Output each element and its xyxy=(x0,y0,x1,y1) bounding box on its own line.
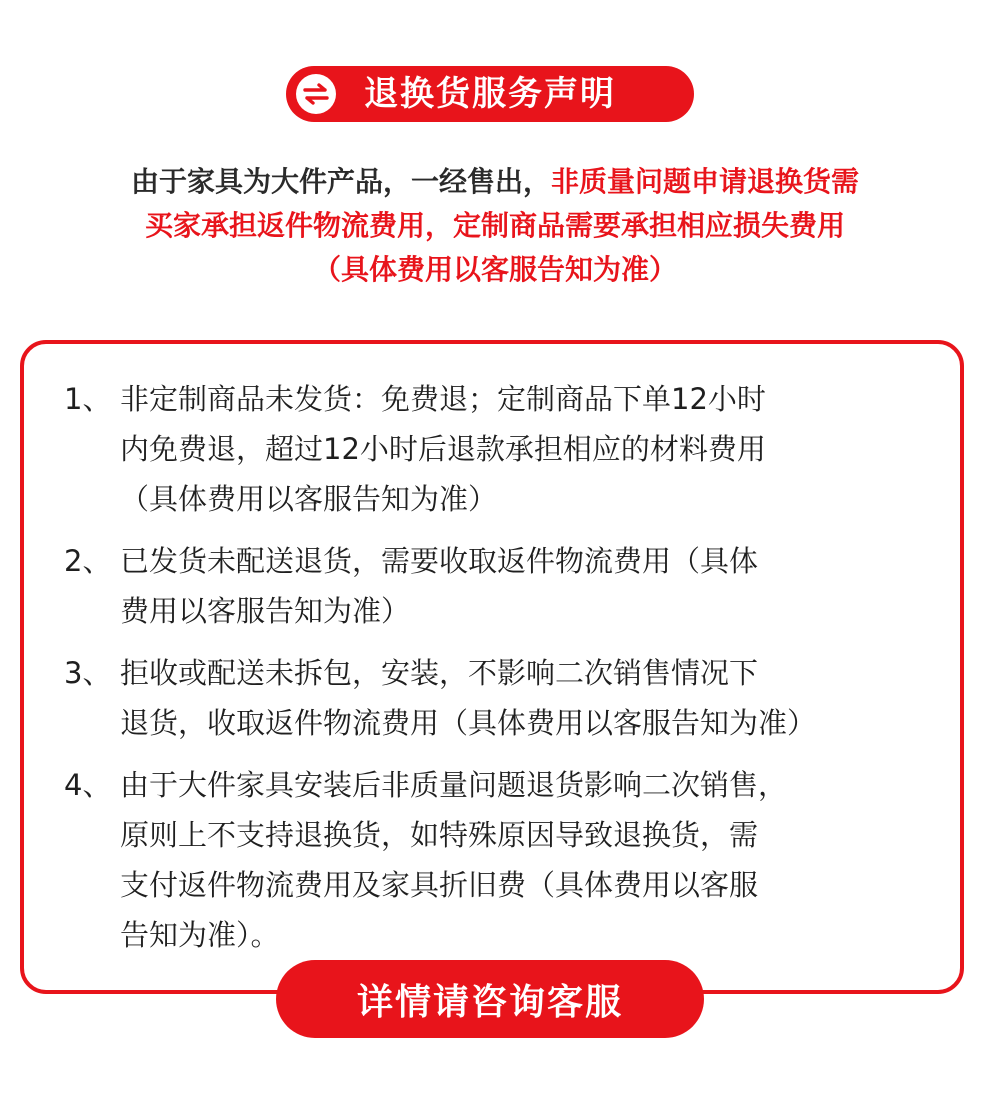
page-title: 退换货服务声明 xyxy=(364,74,616,114)
term-number: 1、 xyxy=(64,382,112,416)
term-number: 2、 xyxy=(64,544,112,578)
intro-line1-dark: 由于家具为大件产品，一经售出， xyxy=(130,165,551,198)
term-item-4 xyxy=(64,760,954,960)
term-item-3 xyxy=(64,648,954,748)
term-text: 已发货未配送退货，需要收取返件物流费用（具体 费用以客服告知为准） xyxy=(120,544,759,628)
intro-paragraph xyxy=(60,160,930,292)
term-text: 非定制商品未发货：免费退；定制商品下单12小时 内免费退，超过12小时后退款承担相应的材料费用 （具体费用以客服告知为准） xyxy=(120,382,766,516)
term-number: 3、 xyxy=(64,656,112,690)
term-text: 拒收或配送未拆包，安装，不影响二次销售情况下 退货，收取返件物流费用（具体费用以客服告知为准） xyxy=(120,656,817,740)
title-banner xyxy=(286,66,694,122)
term-number: 4、 xyxy=(64,768,112,802)
intro-line2: 买家承担返件物流费用，定制商品需要承担相应损失费用 xyxy=(144,209,845,242)
intro-line1-red: 非质量问题申请退换货需 xyxy=(551,165,860,198)
term-item-1 xyxy=(64,374,954,524)
term-item-2 xyxy=(64,536,954,636)
consult-customer-service-button[interactable]: 详情请咨询客服 xyxy=(276,960,704,1038)
exchange-arrows-icon xyxy=(296,74,336,114)
term-text: 由于大件家具安装后非质量问题退货影响二次销售， 原则上不支持退换货，如特殊原因导致退换货，需 支付返件物流费用及家具折旧费（具体费用以客服 告知为准）。 xyxy=(120,768,788,952)
intro-line3: （具体费用以客服告知为准） xyxy=(312,253,677,286)
terms-list xyxy=(64,374,954,960)
